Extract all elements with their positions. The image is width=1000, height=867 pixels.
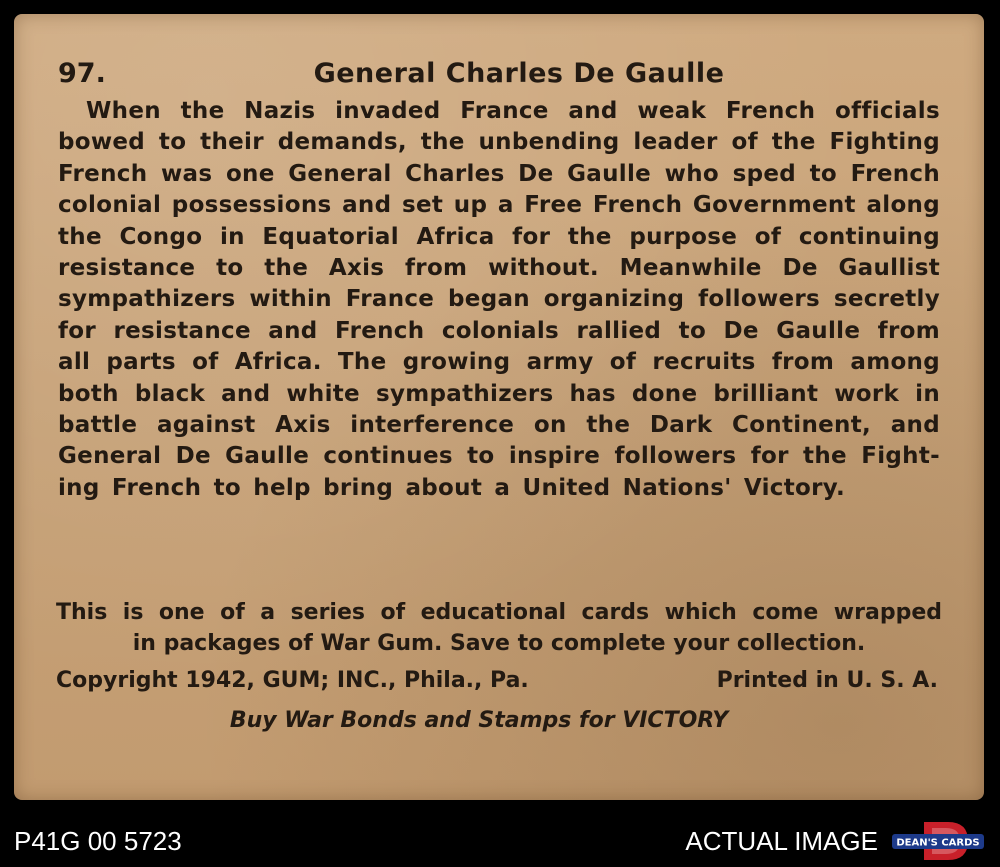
description-line: the Congo in Equatorial Africa for the purpose of continuing	[58, 223, 940, 250]
trading-card-back	[14, 14, 984, 800]
description-line: sympathizers within France began organizing followers secretly	[58, 286, 940, 313]
description-line: French was one General Charles De Gaulle who sped to French	[58, 160, 940, 187]
description-line: General De Gaulle continues to inspire followers for the Fight-	[58, 443, 940, 470]
copyright-row	[56, 668, 938, 700]
printed-in-text: Printed in U. S. A.	[716, 668, 938, 693]
deans-cards-logo	[890, 820, 986, 862]
svg-text:DEAN'S CARDS: DEAN'S CARDS	[896, 837, 980, 849]
war-bonds-slogan: Buy War Bonds and Stamps for VICTORY	[229, 708, 729, 733]
actual-image-label: ACTUAL IMAGE	[685, 826, 878, 856]
description-line: battle against Axis interference on the Dark Continent, and	[58, 411, 940, 438]
description-line: When the Nazis invaded France and weak French officials	[86, 98, 940, 124]
card-number: 97.	[58, 58, 106, 89]
copyright-text: Copyright 1942, GUM; INC., Phila., Pa.	[56, 668, 529, 693]
card-id-label: P41G 00 5723	[14, 826, 182, 856]
description-line: colonial possessions and set up a Free French Government along	[58, 192, 940, 219]
series-note-line: This is one of a series of educational cards which come wrapped	[56, 600, 942, 625]
series-note	[56, 597, 942, 659]
description-line: bowed to their demands, the unbending leader of the Fighting	[58, 129, 940, 156]
card-header	[58, 58, 940, 92]
description-line: both black and white sympathizers has done brilliant work in	[58, 380, 940, 407]
card-title: General Charles De Gaulle	[313, 58, 725, 89]
description-line: for resistance and French colonials rallied to De Gaulle from	[58, 317, 940, 344]
description-line: all parts of Africa. The growing army of recruits from among	[58, 349, 940, 376]
description-line: ing French to help bring about a United Nations' Victory.	[58, 474, 845, 501]
description-line: resistance to the Axis from without. Meanwhile De Gaullist	[58, 254, 940, 281]
card-description	[58, 96, 940, 504]
series-note-line: in packages of War Gum. Save to complete your collection.	[132, 631, 866, 656]
